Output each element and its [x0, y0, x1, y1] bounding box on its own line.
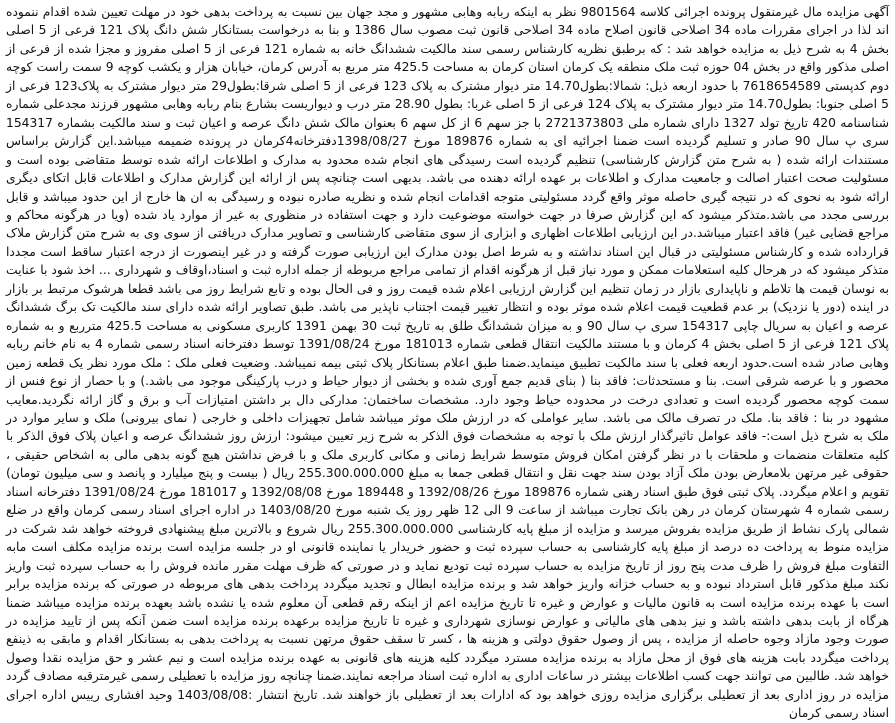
auction-notice-text: آگهی مزایده مال غیرمنقول پرونده اجرائی کلاسه 9801564 نظر به اینکه ربابه وهابی مشهور و مجد جهان بین نسبت به پرداخت بدهی خود در مهلت تعیین شده اقدام ننموده اند لذا در اجرای مقررات ماده 34 اصلاحی قانون اصلاح ماده 34 اصلاحی قانون ثبت مصوب سال 1386 و بنا به درخواست بستانکار شش دانگ پلاک 121 فرعی از 5 اصلی بخش 4 به شرح ذیل به مزایده خواهد شد : که برطبق نظریه کارشناس رسمی سند مالکیت ششدانگ خانه به شماره 121 فرعی از 5 اصلی مفروز و مجزا شده از فرعی از اصلی مذکور واقع در بخش 04 حوزه ثبت ملک منطقه یک کرمان استان کرمان به مساحت 425.5 متر مربع به آدرس کرمان، خیابان هزار و یکشب کوچه 9 سمت راست کوچه دوم کدپستی 7618654589 با حدود اربعه ذیل: شمالا:بطول14.70 متر دیوار مشترک به پلاک 123 فرعی از 5 اصلی شرقا:بطول29 متر دیوار مشترک به پلاک123 فرعی از 5 اصلی جنوبا: بطول14.70 متر دیوار مشترک به پلاک 124 فرعی از 5 اصلی غربا: بطول 28.90 متر درب و دیواریست بشارع بنام ربابه وهابی مشهور فرزند مجدعلی شماره شناسنامه 420 تاریخ تولد 1327 دارای شماره ملی 2721373803 با جز سهم 6 از کل سهم 6 بعنوان مالک شش دانگ عرصه و اعیان ثبت و سند مالکیت بشماره 154317 سری پ سال 90 صادر و تسلیم گردیده است ضمنا اجرائیه ای به شماره 189876 مورخ 1398/08/27دفترخانه4کرمان در پرونده ضمیمه میباشد.این گزارش براساس مستندات ارائه شده ( به شرح متن گزارش کارشناسی) تنظیم گردیده است رسیدگی های انجام شده محدود به مدارک و اطلاعات ارائه شده توسط متقاضی بوده است و مسئولیت صحت اعتبار اصالت و جامعیت مدارک و اطلاعات بر عهده ارائه دهنده می باشد. بدیهی است چنانچه پس از ارائه این گزارش مدارک و اطلاعات قابل اتکای دیگری ارائه شود به نحوی که در نتیجه گیری حاصله موثر واقع گردد مسئولیتی متوجه اقدامات انجام شده و نظریه صادره نبوده و رسیدگی به ان ها خارج از این حدود میباشد و قابل بررسی مجدد می باشد.متذکر میشود که این گزارش صرفا در جهت خواسته موضوعیت دارد و جهت استفاده در منظوری به غیر از موارد یاد شده (ویا در هرگونه محاکم و مراجع قضایی غیر) فاقد اعتبار میباشد.در این ارزیابی اطلاعات اظهاری و ابزاری از سوی متقاضی کارشناسی و تصاویر مدارک دریافتی از سوی وی به شرح متن گزارش ملاک قرارداده شده و کارشناس مسئولیتی در قبال این اسناد نداشته و به شرط اصل بودن مدارک این ارزیابی صورت گرفته و در غیر اینصورت از درجه اعتبار ساقط است مجددا متذکر میشود که در هرحال کلیه استعلامات ممکن و مورد نیاز قبل از هرگونه اقدام از تمامی مراجع مربوطه از جمله اداره ثبت و اسناد،اوقاف و شهرداری ... اخذ شود با عنایت به نوسان قیمت ها تلاطم و ناپایداری بازار در زمان تنظیم این گزارش ارزیابی اعلام شده قیمت روز و فی الحال بوده و تابع شرایط روز می باشد قطعا هرشوک مرتبط بر بازار در اینده (دور یا نزدیک) بر عدم قطعیت قیمت اعلام شده موثر بوده و انتظار تغییر قیمت اجتناب ناپذیر می باشد. طبق تصاویر ارائه شده دارای سند مالکیت تک برگ ششدانگ عرصه و اعیان به سریال چاپی 154317 سری پ سال 90 و به میزان ششدانگ طلق به تاریخ ثبت 30 بهمن 1391 کاربری مسکونی به مساحت 425.5 مترربع و به شماره پلاک 121 فرعی از 5 اصلی بخش 4 کرمان و با مستند مالکیت انتقال قطعی شماره 181013 مورخ 1391/08/24 توسط دفترخانه اسناد رسمی شماره 4 به نام خانم ربابه وهابی صادر شده است.حدود اربعه فعلی با سند مالکیت تطبیق مینماید.ضمنا طبق اعلام بستانکار پلاک ثبتی بیمه نمیباشد. وضعیت فعلی ملک : ملک مورد نظر یک قطعه زمین محصور و با عرصه شرقی است. بنا و مستحدثات: فاقد بنا ( بنای قدیم جمع آوری شده و بخشی از دیوار حیاط و درب پارکینگی موجود می باشد.) و با حصار از نوع فنس از سمت کوچه محصور گردیده است و تعدادی درخت در محدوده حیاط وجود دارد. مشخصات ساختمان: مدارکی دال بر داشتن امتیازات آب و برق و گاز ارائه نگردید.معایب مشهود در بنا : فاقد بنا. ملک در تصرف مالک می باشد. سایر عواملی که در ارزش ملک موثر میباشد شامل تجهیزات داخلی و خارجی ( نمای بیرونی) ملک و سایر موارد در ملک به شرح ذیل است:- فاقد عوامل تاثیرگذار ارزش ملک با توجه به مشخصات فوق الذکر به شرح زیر تعیین میشود: ارزش روز ششدانگ عرصه و اعیان پلاک فوق الذکر با کلیه متعلقات منضمات و ملحقات با در نظر گرفتن امکان فروش متوسط شرایط زمانی و مکانی کاربری ملک و با فرض نداشتن هیچ گونه بدهی مالی به اشخاص حقیقی ، حقوقی غیر مرتهن بلامعارض بودن ملک آزاد بودن سند جهت نقل و انتقال قطعی جمعا به مبلغ 255.300.000.000 ریال ( بیست و پنج میلیارد و پانصد و سی میلیون تومان) تقویم و اعلام میگردد. پلاک ثبتی فوق طبق اسناد رهنی شماره 189876 مورخ 1392/08/26 و 189448 مورخ 1392/08/08 و 181017 مورخ 1391/08/24 دفترخانه اسناد رسمی شماره 4 شهرستان کرمان در رهن بانک تجارت میباشد از ساعت 9 الی 12 ظهر روز یک شنبه مورخ 1403/08/20 در اداره اجرای اسناد رسمی کرمان واقع در ضلع شمالی پارک نشاط از طریق مزایده بفروش میرسد و مزایده از مبلغ پایه کارشناسی 255.300.000.000 ریال شروع و بالاترین مبلغ پیشنهادی فروخته خواهد شد شرکت در مزایده منوط به پرداخت ده درصد از مبلغ پایه کارشناسی به حساب سپرده ثبت و حضور خریدار یا نماینده قانونی او در جلسه مزایده است برنده مزایده مکلف است مابه التفاوت مبلغ فروش را ظرف مدت پنج روز از تاریخ مزایده به حساب سپرده ثبت تودیع نماید و در صورتی که ظرف مهلت مقرر مانده فروش را به حساب سپرده ثبت واریز نکند مبلغ مذکور قابل استرداد نبوده و به حساب خزانه واریز خواهد شد و برنده مزایده ابطال و تجدید میگردد پرداخت بدهی های مربوطه در صورتی که برنده مزایده برابر است با عهده برنده مزایده است به قانون مالیات و عوارض و غیره تا تاریخ مزایده اعم از اینکه رقم قطعی آن معلوم شده یا نشده باشد بعهده برنده مزایده میباشد ضمنا هرگاه از بابت بدهی داشته باشد و نیز بدهی های مالیاتی و عوارض نوسازی شهرداری و غیره تا تاریخ مزایده برعهده برنده مزایده است ضمن آنکه پس از تایید مزایده در صورت وجود مازاد وجوه حاصله از مزایده ، پس از وصول حقوق دولتی و هزینه ها ، کسر تا سقف حقوق مرتهن نسبت به پرداخت بدهی به بستانکار اقدام و مابقی به ذینفع پرداخت میگردد بابت هزینه های فوق از محل مازاد به برنده مزایده مسترد میگردد کلیه هزینه های قانونی به عهده برنده مزایده است و نیم عشر و حق مزایده نقدا وصول خواهد شد. طالبین می توانند جهت کسب اطلاعات بیشتر در ساعات اداری به اداره ثبت اسناد مراجعه نمایند.ضمنا چنانچه روز مزایده با تعطیلی رسمی غیرمترقبه مصادف گردد مزایده در روز اداری بعد از تعطیلی برگزاری مزایده روزی خواهد بود که ادارات بعد از تعطیلی باز خواهند شد. تاریخ انتشار :1403/08/08 وحید افشاری رییس اداره اجرای اسناد رسمی کرمان [6, 5, 890, 721]
